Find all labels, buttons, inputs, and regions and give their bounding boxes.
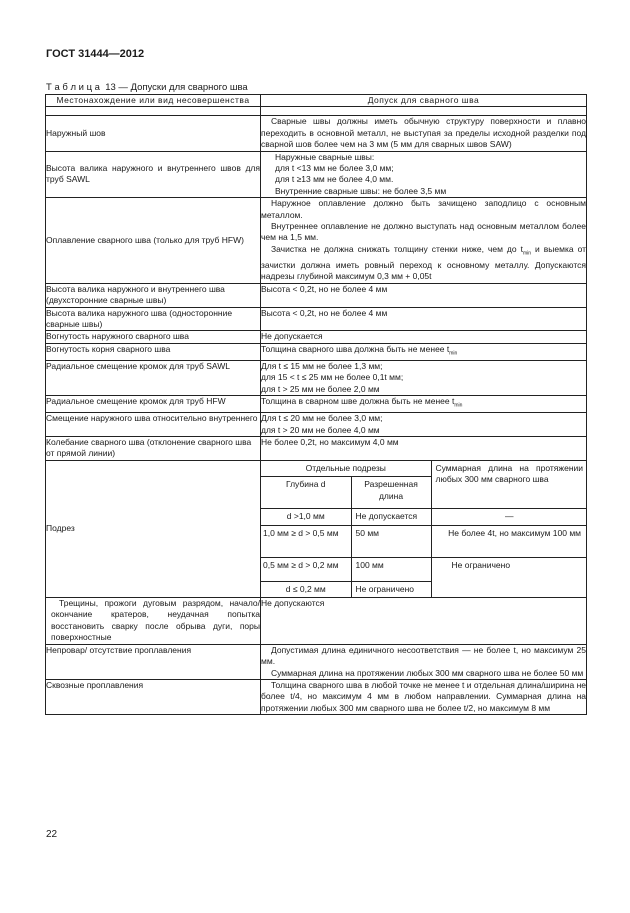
row-label: Оплавление сварного шва (только для труб HFW): [46, 198, 261, 284]
table-row: [46, 151, 587, 198]
spacer-row: [46, 107, 587, 116]
total-cell: Не ограничено: [431, 557, 587, 597]
tolerance-table: [45, 94, 587, 715]
table-caption: Т а б л и ц а 13 — Допуски для сварного шва: [46, 82, 248, 93]
row-label: Трещины, прожоги дуговым разрядом, начало/окончание кратеров, неудачная попытка восстановить сварку после обрыва дуги, поры поверхностные: [46, 598, 261, 645]
row-value: Не допускается: [261, 331, 587, 343]
row-value: Высота < 0,2t, но не более 4 мм: [261, 307, 587, 331]
depth-cell: 0,5 мм ≥ d > 0,2 мм: [261, 557, 351, 581]
row-value: Толщина сварного шва должна быть не менее $t_{min}$: [261, 343, 587, 360]
row-label: Наружный шов: [46, 116, 261, 151]
depth-cell: d ≤ 0,2 мм: [261, 581, 351, 597]
row-label: Колебание сварного шва (отклонение сварного шва от прямой линии): [46, 437, 261, 461]
table-row: [46, 644, 587, 679]
row-label: Радиальное смещение кромок для труб HFW: [46, 396, 261, 413]
row-value: Не более 0,2t, но максимум 4,0 мм: [261, 437, 587, 461]
row-value: Для t ≤ 20 мм не более 3,0 мм; для t > 20 мм не более 4,0 мм: [261, 413, 587, 437]
col2-header: Допуск для сварного шва: [261, 95, 587, 107]
row-value: Для t ≤ 15 мм не более 1,3 мм; для 15 < t ≤ 25 мм не более 0,1t мм; для t > 25 мм не более 2,0 мм: [261, 360, 587, 395]
row-value: Высота < 0,2t, но не более 4 мм: [261, 283, 587, 307]
row-value: Толщина сварного шва в любой точке не менее t и отдельная длина/ширина не более t/4, но максимум 4 мм в любом направлении. Суммарная длина на протяжении любых 300 мм сварного шва не более t/2, но максимум 8 мм: [261, 679, 586, 713]
row-label: Сквозные проплавления: [46, 679, 261, 714]
row-label: Радиальное смещение кромок для труб SAWL: [46, 360, 261, 395]
table-row: [46, 198, 587, 284]
row-label: Непровар/ отсутствие проплавления: [46, 644, 261, 679]
row-label: Вогнутость корня сварного шва: [46, 343, 261, 360]
table-row: [46, 679, 587, 714]
table-row: [46, 460, 587, 597]
separate-undercuts-header: Отдельные подрезы: [261, 461, 431, 477]
undercut-subtable-cell: [261, 460, 587, 597]
table-row: [46, 331, 587, 343]
table-row: [46, 396, 587, 413]
depth-cell: 1,0 мм ≥ d > 0,5 мм: [261, 525, 351, 557]
table-row: [46, 343, 587, 360]
page-number: 22: [46, 829, 58, 840]
row-label: Высота валика наружного и внутреннего швов для труб SAWL: [46, 151, 261, 198]
row-value: Сварные швы должны иметь обычную структуру поверхности и плавно переходить в основной металл, не выступая за пределы исходной разделки под сварной шов более чем на 3 мм (5 мм для сварных швов SAW): [261, 116, 586, 150]
table-row: [46, 283, 587, 307]
row-value: Допустимая длина единичного несоответствия — не более t, но максимум 25 мм. Суммарная длина на протяжении любых 300 мм сварного шва не более 50 мм: [261, 644, 586, 678]
length-cell: Не допускается: [351, 509, 431, 525]
row-label: Высота валика наружного и внутреннего шва (двухсторонние сварные швы): [46, 283, 261, 307]
total-cell: —: [431, 509, 587, 525]
table-row: [46, 437, 587, 461]
total-cell: Не более 4t, но максимум 100 мм: [431, 525, 587, 557]
row-label: Подрез: [46, 460, 261, 597]
row-label: Высота валика наружного шва (односторонние сварные швы): [46, 307, 261, 331]
length-cell: 100 мм: [351, 557, 431, 581]
row-label: Смещение наружного шва относительно внутреннего: [46, 413, 261, 437]
row-value: Не допускаются: [261, 598, 587, 645]
row-value: Наружное оплавление должно быть зачищено заподлицо с основным металлом. Внутреннее оплавление не должно выступать над основным металлом более чем на 1,5 мм. Зачистка не должна снижать толщину стенки ниже, чем до $t_{min}$ и выемка от зачистки должна иметь ровный переход к основному металлу. Допускаются надрезы глубиной максимум 0,3 мм + 0,05t: [261, 198, 587, 282]
row-label: Вогнутость наружного сварного шва: [46, 331, 261, 343]
table-row: [46, 307, 587, 331]
table-row: [46, 360, 587, 395]
table-row: [46, 116, 587, 151]
row-value: Толщина в сварном шве должна быть не менее $t_{min}$: [261, 396, 587, 413]
col1-header: Местонахождение или вид несовершенства: [46, 95, 261, 107]
undercut-subtable: [261, 461, 587, 597]
depth-header: Глубина d: [261, 477, 351, 509]
length-cell: 50 мм: [351, 525, 431, 557]
row-value: Наружные сварные швы: для t <13 мм не более 3,0 мм; для t ≥13 мм не более 4,0 мм. Внутренние сварные швы: не более 3,5 мм: [261, 151, 587, 198]
depth-cell: d >1,0 мм: [261, 509, 351, 525]
table-header-row: [46, 95, 587, 107]
length-cell: Не ограничено: [351, 581, 431, 597]
table-row: [46, 598, 587, 645]
total-length-header: Суммарная длина на протяжении любых 300 мм сварного шва: [431, 461, 587, 509]
allowed-length-header: Разрешенная длина: [351, 477, 431, 509]
document-header: ГОСТ 31444—2012: [46, 48, 145, 60]
table-row: [46, 413, 587, 437]
